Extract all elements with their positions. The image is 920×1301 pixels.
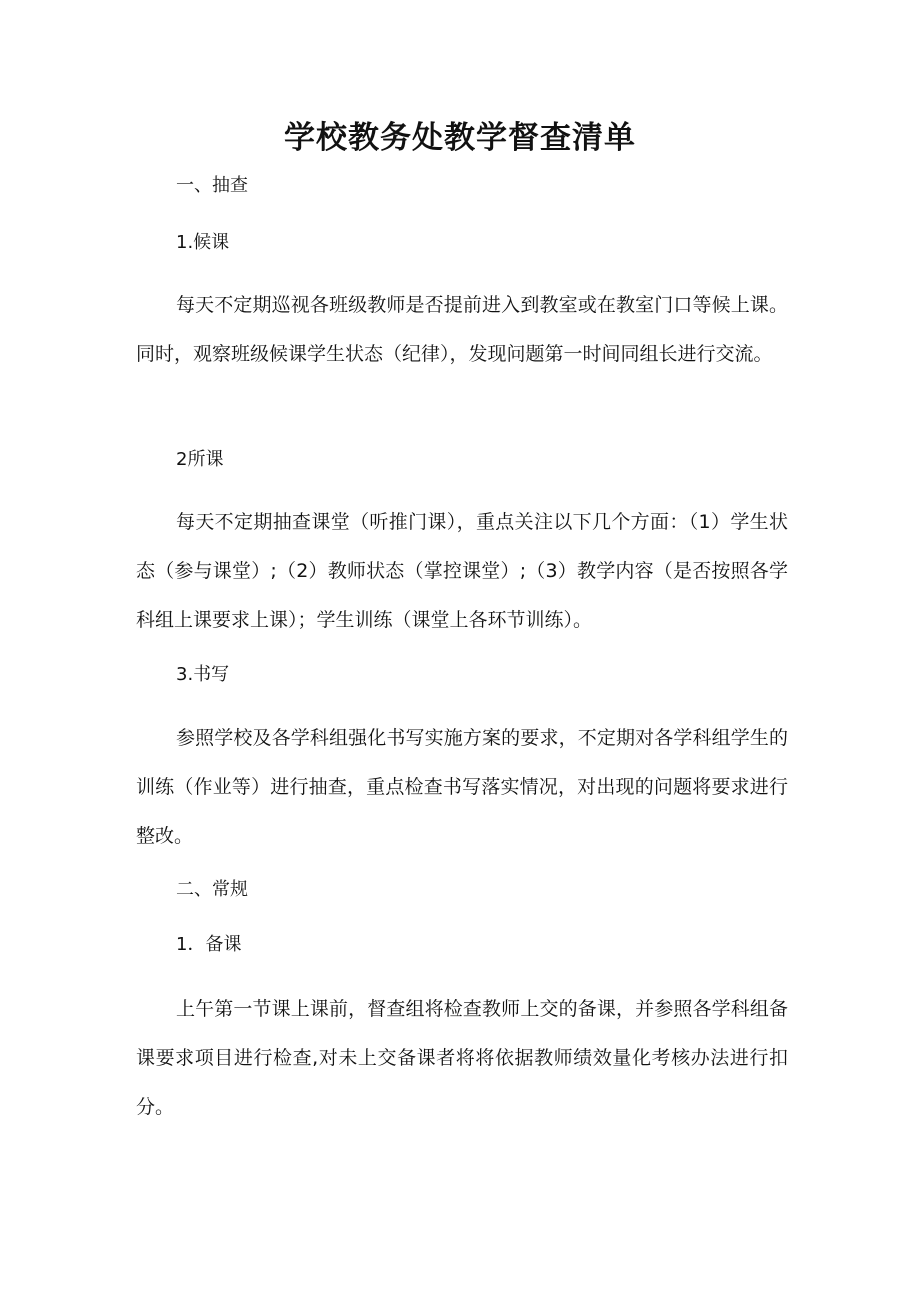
subheading-waiting-for-class: 1.候课 bbox=[176, 232, 230, 253]
subheading-handwriting: 3.书写 bbox=[176, 664, 230, 685]
paragraph-waiting-for-class: 每天不定期巡视各班级教师是否提前进入到教室或在教室门口等候上课。同时，观察班级候课学生状态（纪律），发现问题第一时间同组长进行交流。 bbox=[136, 294, 788, 365]
section-heading-spot-check: 一、抽查 bbox=[176, 175, 248, 196]
subheading-class-inspection: 2所课 bbox=[176, 449, 224, 470]
section-heading-routine: 二、常规 bbox=[176, 879, 248, 900]
paragraph-handwriting: 参照学校及各学科组强化书写实施方案的要求，不定期对各学科组学生的训练（作业等）进行抽查，重点检查书写落实情况，对出现的问题将要求进行整改。 bbox=[136, 727, 788, 847]
subheading-lesson-preparation: 1．备课 bbox=[176, 934, 242, 955]
paragraph-lesson-preparation: 上午第一节课上课前，督查组将检查教师上交的备课，并参照各学科组备课要求项目进行检查,对未上交备课者将将依据教师绩效量化考核办法进行扣分。 bbox=[136, 998, 788, 1118]
document-title: 学校教务处教学督查清单 bbox=[284, 120, 636, 156]
paragraph-class-inspection: 每天不定期抽查课堂（听推门课），重点关注以下几个方面：（1）学生状态（参与课堂）;（2）教师状态（掌控课堂）;（3）教学内容（是否按照各学科组上课要求上课）；学生训练（课堂上各环节训练）。 bbox=[136, 511, 788, 631]
